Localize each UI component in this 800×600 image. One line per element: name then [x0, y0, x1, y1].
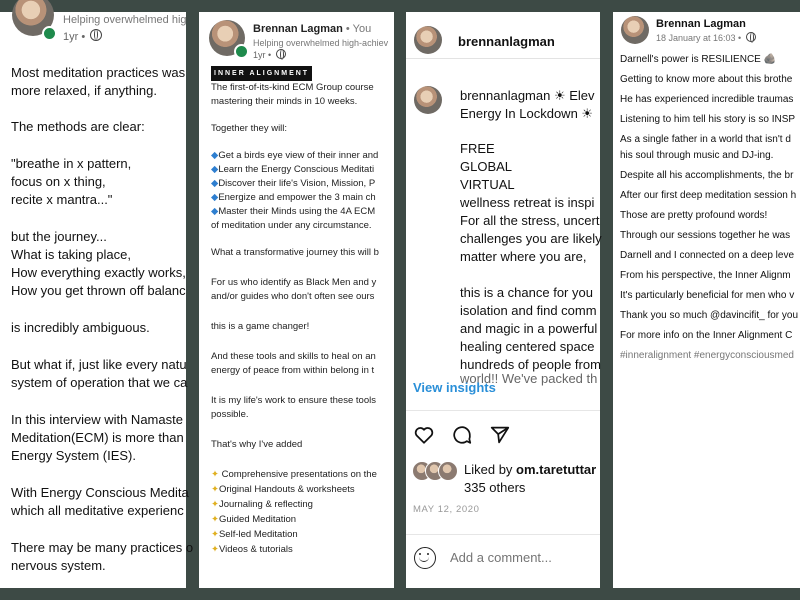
feature-item: [211, 528, 298, 541]
post-line: Energy System (IES).: [11, 448, 136, 463]
feature-item: [211, 513, 296, 526]
bullet-text: Energize and empower the 3 main ch: [218, 192, 376, 203]
liked-others-count[interactable]: 335 others: [464, 480, 526, 495]
post-line: system of operation that we ca: [11, 375, 188, 390]
post-line: It is my life's work to ensure these tools: [211, 395, 376, 406]
post-line: is incredibly ambiguous.: [11, 320, 150, 335]
post-line: Together they will:: [211, 123, 288, 134]
lightbulb-icon: ✦: [211, 484, 219, 495]
caption-line: world!! We've packed th: [460, 371, 598, 386]
feature-text: Videos & tutorials: [218, 544, 293, 555]
bullet-text: Discover their life's Vision, Mission, P: [218, 178, 376, 189]
post-line: How everything exactly works,: [11, 265, 186, 280]
author-headline: Helping overwhelmed high-achiev: [253, 38, 389, 48]
view-insights-link[interactable]: View insights: [413, 380, 496, 395]
liker-avatar: [438, 461, 458, 481]
caption-line: VIRTUAL: [460, 177, 515, 192]
post-line: In this interview with Namaste: [11, 412, 183, 427]
post-line: this is a game changer!: [211, 321, 310, 332]
divider: [406, 410, 600, 411]
bullet-text: Learn the Energy Conscious Meditati: [218, 164, 375, 175]
feature-text: Journaling & reflecting: [218, 499, 313, 510]
bullet-text: Master their Minds using the 4A ECM: [218, 206, 376, 217]
post-line: For more info on the Inner Alignment C: [620, 330, 793, 341]
feature-text: Self-led Meditation: [218, 529, 298, 540]
caption-line: isolation and find comm: [460, 303, 597, 318]
lightbulb-icon: ✦: [211, 544, 219, 555]
post-line: which all meditative experienc: [11, 503, 184, 518]
post-time-label: 1yr •: [63, 31, 86, 43]
feature-text: Guided Meditation: [218, 514, 297, 525]
post-line: That's why I've added: [211, 439, 303, 450]
post-line: his soul through music and DJ-ing.: [620, 150, 774, 161]
bullet-item: [211, 205, 375, 218]
diamond-icon: ◆: [211, 150, 219, 161]
bullet-item: [211, 177, 375, 190]
heart-icon[interactable]: [413, 424, 435, 446]
liker-avatars: [412, 461, 462, 481]
post-line: energy of peace from within belong in t: [211, 365, 375, 376]
post-time: [253, 49, 286, 60]
caption-line: GLOBAL: [460, 159, 513, 174]
caption-line: wellness retreat is inspi: [460, 195, 595, 210]
post-time-label: 18 January at 16:03 •: [656, 33, 742, 43]
share-icon[interactable]: [489, 424, 511, 446]
post-line: The methods are clear:: [11, 119, 145, 134]
feature-item: [211, 483, 355, 496]
feature-text: Comprehensive presentations on the: [221, 469, 377, 480]
post-line: of meditation under any circumstance.: [211, 220, 372, 231]
post-line: focus on x thing,: [11, 174, 106, 189]
feature-item: [211, 498, 313, 511]
author-headline: Helping overwhelmed hig: [63, 14, 187, 26]
lightbulb-icon: ✦: [211, 499, 219, 510]
caption-line: Energy In Lockdown ☀: [460, 106, 594, 121]
divider: [406, 534, 600, 535]
caption-avatar[interactable]: [414, 86, 442, 114]
author-name[interactable]: [253, 23, 371, 35]
caption-line: challenges you are likely: [460, 231, 602, 246]
feature-text: Original Handouts & worksheets: [218, 484, 355, 495]
post-line: As a single father in a world that isn't d: [620, 134, 791, 145]
bullet-text: Get a birds eye view of their inner and: [218, 150, 379, 161]
post-time: [63, 29, 102, 43]
post-line: Most meditation practices was: [11, 65, 186, 80]
heading-badge: [211, 66, 312, 81]
inner-alignment-heading: INNER ALIGNMENT: [211, 66, 312, 81]
author-name[interactable]: Brennan Lagman: [656, 18, 746, 30]
post-line: Despite all his accomplishments, the br: [620, 170, 794, 181]
profile-avatar[interactable]: [414, 26, 442, 54]
post-line: "breathe in x pattern,: [11, 156, 132, 171]
caption-line: and magic in a powerful: [460, 321, 598, 336]
caption-line: matter where you are,: [460, 249, 587, 264]
emoji-icon[interactable]: [414, 547, 436, 569]
post-line: Listening to him tell his story is so INSP: [620, 114, 796, 125]
author-name-label: Brennan Lagman: [253, 23, 343, 35]
post-line: Getting to know more about this brothe: [620, 74, 793, 85]
globe-icon: [746, 32, 756, 42]
feature-item: [211, 468, 377, 481]
post-line: Through our sessions together he was: [620, 230, 791, 241]
diamond-icon: ◆: [211, 164, 219, 175]
post-time-label: 1yr •: [253, 50, 272, 60]
post-line: How you get thrown off balanc: [11, 283, 186, 298]
post-line: recite x mantra...": [11, 192, 113, 207]
diamond-icon: ◆: [211, 192, 219, 203]
post-line: but the journey...: [11, 229, 107, 244]
post-line: mastering their minds in 10 weeks.: [211, 96, 358, 107]
caption-line: healing centered space: [460, 339, 595, 354]
post-line: What a transformative journey this will b: [211, 247, 379, 258]
post-line: Those are pretty profound words!: [620, 210, 768, 221]
post-line: From his perspective, the Inner Alignm: [620, 270, 791, 281]
feature-item: [211, 543, 293, 556]
lightbulb-icon: ✦: [211, 514, 219, 525]
liked-by-user[interactable]: om.taretuttar: [516, 462, 597, 477]
post-line: more relaxed, if anything.: [11, 83, 157, 98]
post-line: He has experienced incredible traumas: [620, 94, 794, 105]
online-status-icon: [42, 26, 57, 41]
globe-icon: [276, 49, 286, 59]
post-line: There may be many practices o: [11, 540, 194, 555]
post-line: nervous system.: [11, 558, 106, 573]
comment-input[interactable]: [450, 550, 590, 565]
post-line: The first-of-its-kind ECM Group course: [211, 82, 374, 93]
post-line: With Energy Conscious Medita: [11, 485, 189, 500]
post-date: MAY 12, 2020: [413, 504, 480, 515]
linkedin-post-panel-2: [199, 12, 394, 588]
caption-line: brennanlagman ☀ Elev: [460, 88, 595, 103]
bullet-item: [211, 149, 378, 162]
post-time: [656, 32, 756, 43]
diamond-icon: ◆: [211, 178, 219, 189]
post-line: But what if, just like every natu: [11, 357, 187, 372]
comment-icon[interactable]: [451, 424, 473, 446]
instagram-post-panel: [406, 12, 600, 588]
post-line: Darnell and I connected on a deep leve: [620, 250, 795, 261]
globe-icon: [90, 29, 102, 41]
bullet-item: [211, 163, 374, 176]
post-line: It's particularly beneficial for men who v: [620, 290, 795, 301]
lightbulb-icon: ✦: [211, 529, 219, 540]
liked-prefix: Liked by: [464, 462, 513, 477]
post-line: Darnell's power is RESILIENCE 🪨: [620, 54, 777, 65]
lightbulb-icon: ✦: [211, 469, 219, 480]
linkedin-post-panel-1: [0, 12, 194, 588]
caption-line: FREE: [460, 141, 495, 156]
post-line: possible.: [211, 409, 249, 420]
diamond-icon: ◆: [211, 206, 219, 217]
post-line: and/or guides who don't often see ours: [211, 291, 375, 302]
post-line: What is taking place,: [11, 247, 131, 262]
you-label: • You: [345, 23, 372, 35]
liked-by-text[interactable]: [464, 462, 596, 477]
caption-line: hundreds of people from: [460, 357, 601, 372]
facebook-post-panel: [613, 12, 800, 588]
hashtags[interactable]: #inneralignment #energyconsciousmed: [620, 350, 794, 361]
post-line: And these tools and skills to heal on an: [211, 351, 376, 362]
author-avatar[interactable]: [621, 16, 649, 44]
online-status-icon: [234, 44, 249, 59]
post-line: After our first deep meditation session h: [620, 190, 797, 201]
post-line: Thank you so much @davincifit_ for you: [620, 310, 799, 321]
caption-line: this is a chance for you: [460, 285, 593, 300]
post-line: Meditation(ECM) is more than: [11, 430, 184, 445]
profile-username[interactable]: brennanlagman: [458, 34, 555, 49]
post-line: For us who identify as Black Men and y: [211, 277, 377, 288]
bullet-item: [211, 191, 376, 204]
caption-line: For all the stress, uncert: [460, 213, 600, 228]
